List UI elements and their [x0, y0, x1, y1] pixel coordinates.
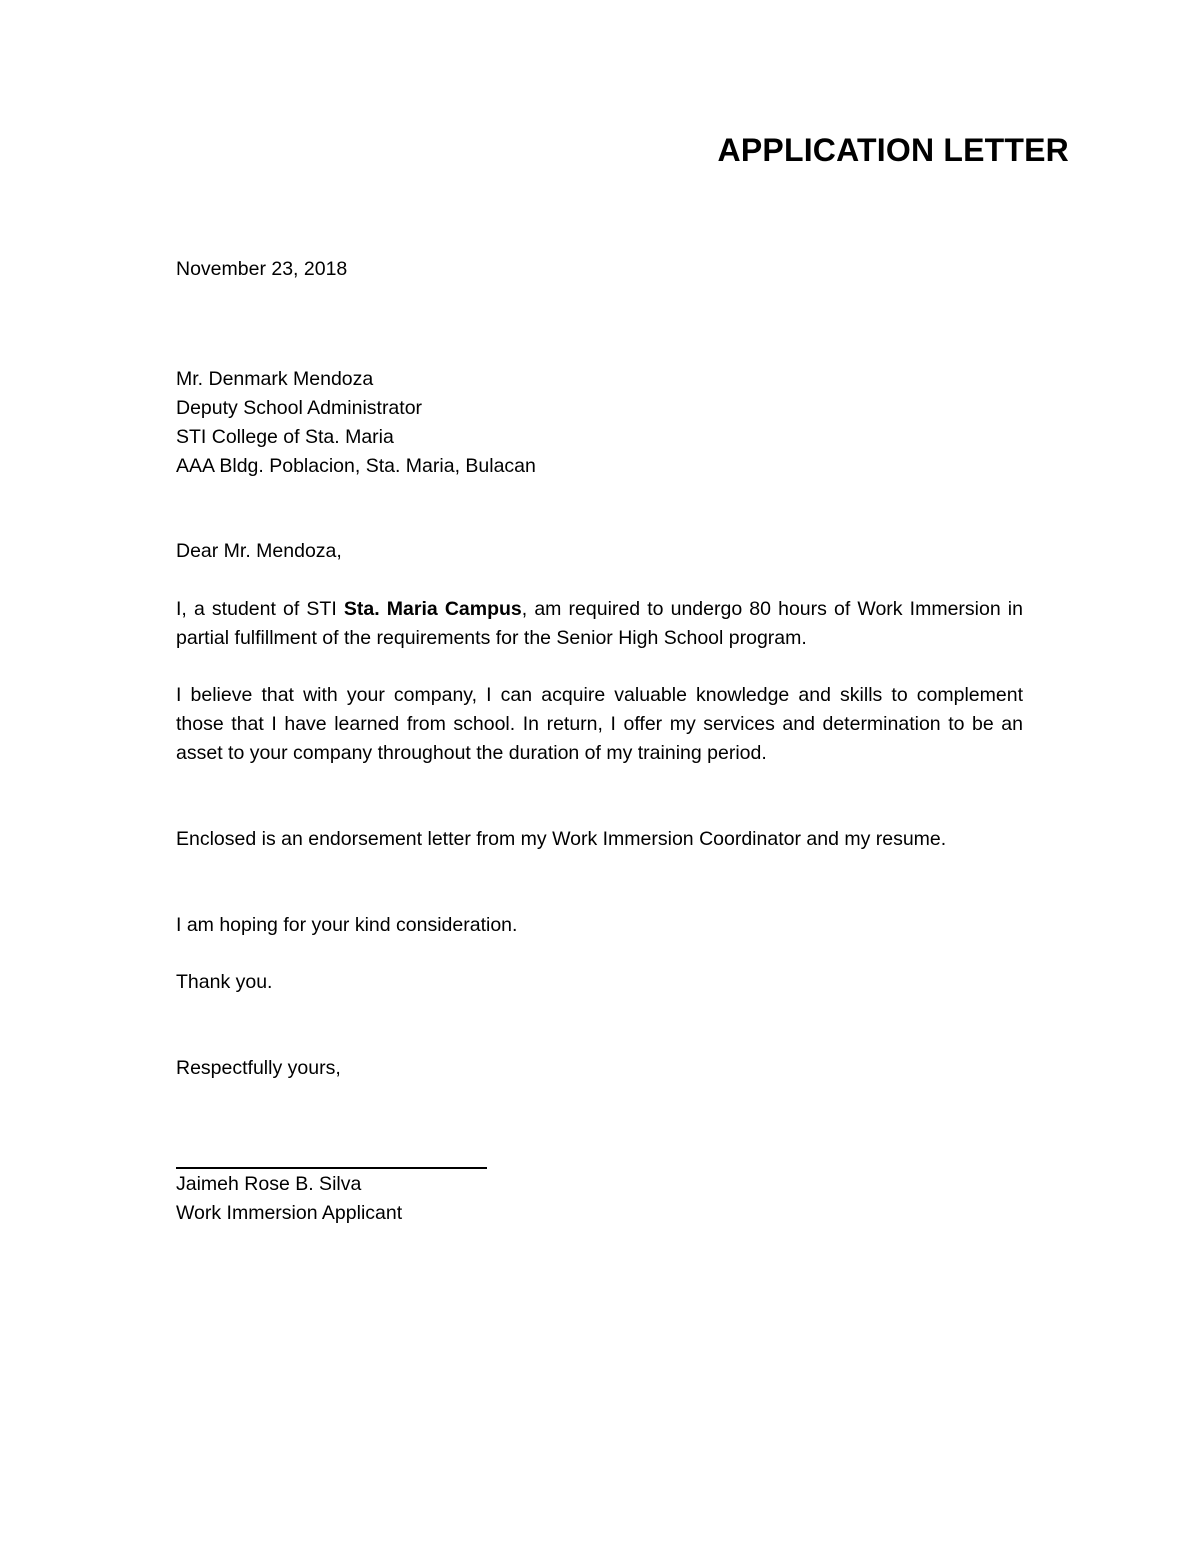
paragraph-enclosure: Enclosed is an endorsement letter from my Work Immersion Coordinator and my resume. — [176, 828, 947, 850]
signature-block — [176, 1170, 1023, 1228]
campus-name: Sta. Maria Campus — [343, 598, 522, 620]
recipient-position: Deputy School Administrator — [176, 397, 423, 419]
paragraph-intro — [176, 595, 1023, 653]
signatory-name: Jaimeh Rose B. Silva — [176, 1173, 362, 1195]
recipient-address-block — [176, 365, 1023, 481]
paragraph-motivation: I believe that with your company, I can acquire valuable knowledge and skills to complement those that I have learned from school. In return, I offer my services and determination to be an asset to your company throughout the duration of my training period. — [176, 684, 1023, 764]
paragraph-thanks: Thank you. — [176, 971, 273, 993]
letter-title: APPLICATION LETTER — [717, 132, 1069, 168]
paragraph-intro-start: I, a student of STI — [176, 598, 344, 620]
recipient-school: STI College of Sta. Maria — [176, 426, 394, 448]
signature-line — [176, 1167, 487, 1169]
closing: Respectfully yours, — [176, 1057, 341, 1079]
recipient-address: AAA Bldg. Poblacion, Sta. Maria, Bulacan — [176, 455, 536, 477]
signatory-role: Work Immersion Applicant — [176, 1202, 403, 1224]
paragraph-intro-end: , am required to undergo 80 hours of Work Immersion in partial fulfillment of the requirements for the Senior High School program. — [176, 598, 1023, 649]
salutation: Dear Mr. Mendoza, — [176, 540, 342, 562]
recipient-name: Mr. Denmark Mendoza — [176, 368, 374, 390]
paragraph-consideration: I am hoping for your kind consideration. — [176, 914, 518, 936]
letter-date: November 23, 2018 — [176, 258, 348, 280]
